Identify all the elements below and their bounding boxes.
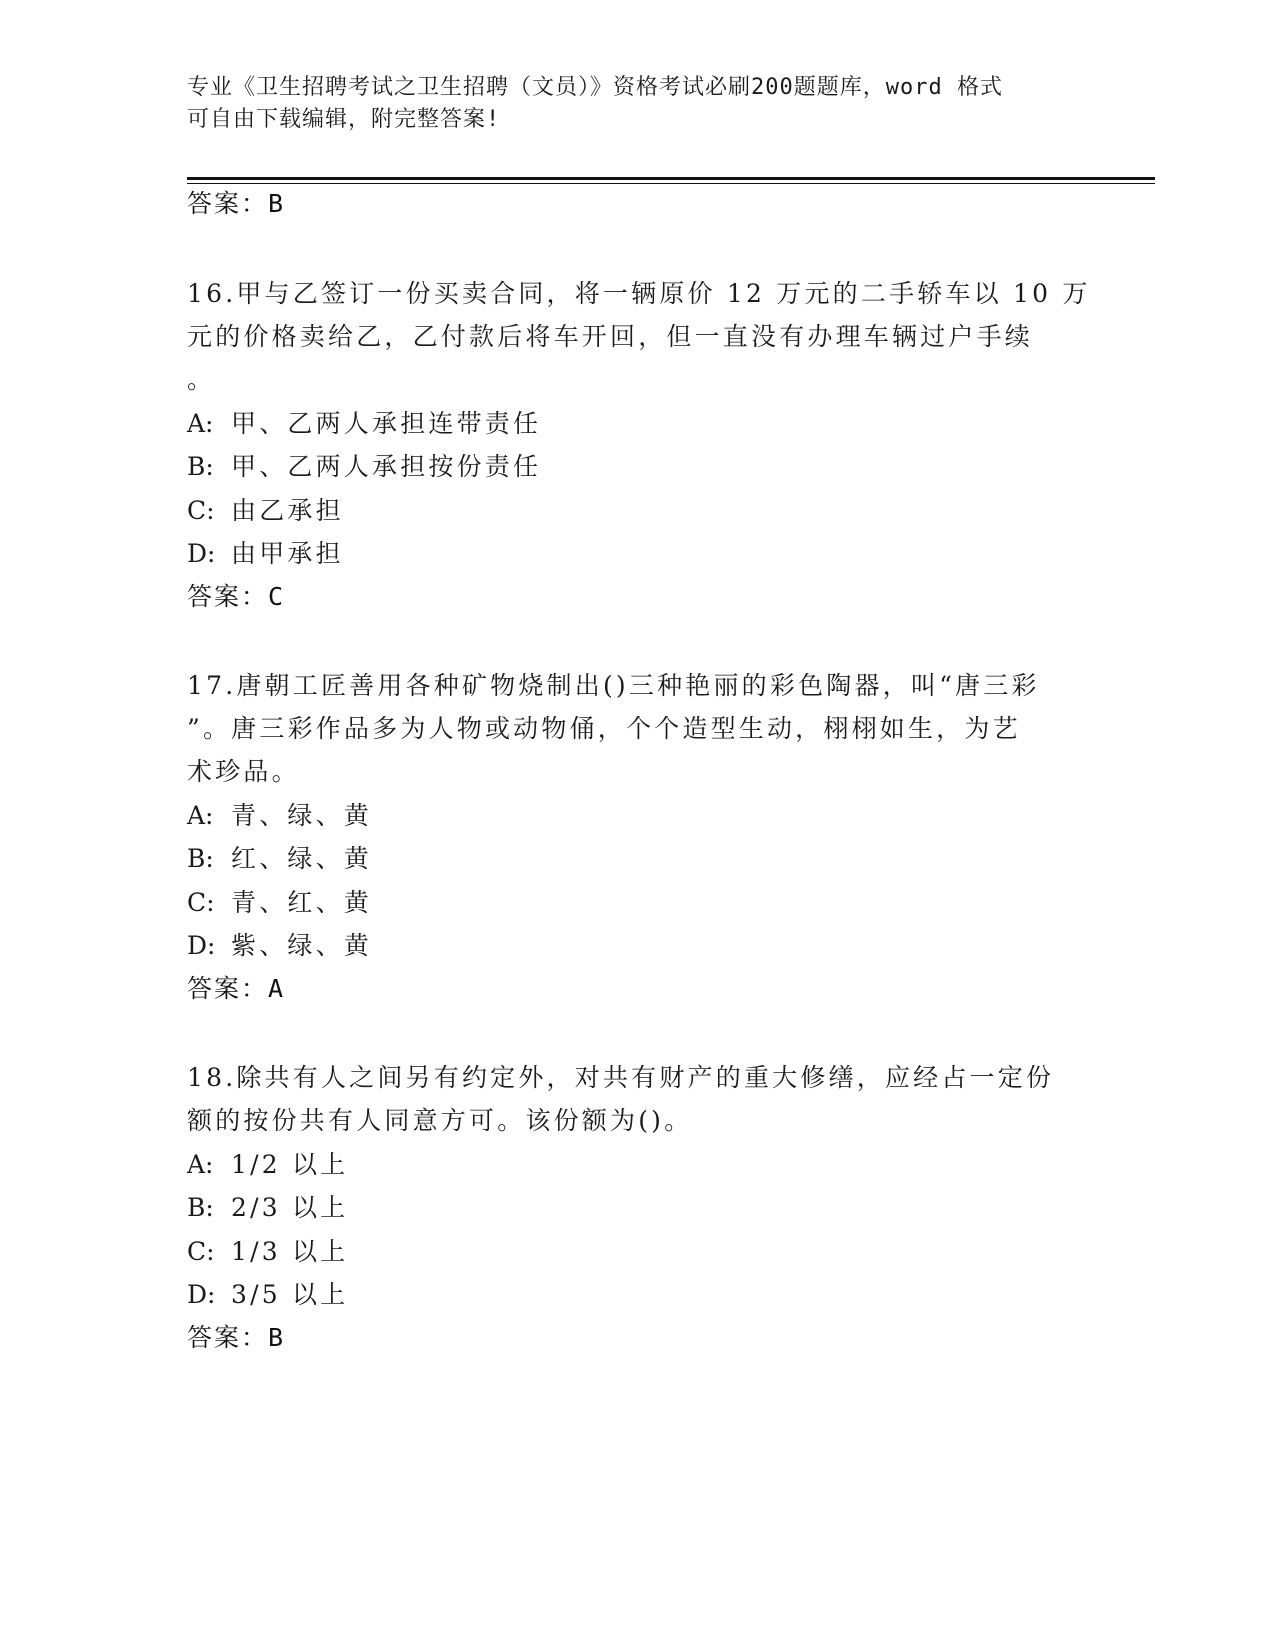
answer-label: 答案：	[187, 974, 269, 1003]
option-label: A:	[187, 801, 214, 830]
answer-label: 答案：	[187, 189, 269, 218]
question-text-line: 。	[187, 365, 216, 394]
option-text: 红、绿、黄	[231, 844, 373, 873]
answer-value: B	[268, 1323, 286, 1352]
header-rule-thick	[187, 177, 1155, 180]
answer-value: A	[268, 974, 286, 1003]
option-text: 1/2 以上	[231, 1150, 349, 1179]
option-label: B:	[187, 844, 214, 873]
answer-line	[187, 1318, 285, 1354]
question-text-line: 18.除共有人之间另有约定外，对共有财产的重大修缮，应经占一定份	[187, 1063, 1055, 1092]
question-text-line: 元的价格卖给乙，乙付款后将车开回，但一直没有办理车辆过户手续	[187, 322, 1034, 351]
option-c	[187, 1232, 348, 1268]
option-b	[187, 839, 372, 875]
option-a	[187, 404, 541, 440]
option-text: 由乙承担	[231, 496, 344, 525]
option-text: 青、绿、黄	[231, 801, 373, 830]
option-text: 由甲承担	[231, 539, 344, 568]
option-b	[187, 447, 541, 483]
question-text-line: 术珍品。	[187, 757, 300, 786]
option-text: 3/5 以上	[231, 1280, 349, 1309]
option-a	[187, 1145, 348, 1181]
option-label: A:	[187, 1150, 214, 1179]
page-header	[187, 72, 1087, 136]
answer-line	[187, 184, 285, 220]
answer-label: 答案：	[187, 1323, 269, 1352]
option-label: D:	[187, 931, 216, 960]
option-c	[187, 883, 372, 919]
option-b	[187, 1188, 348, 1224]
option-d	[187, 1275, 348, 1311]
option-text: 青、红、黄	[231, 888, 373, 917]
answer-value: B	[268, 189, 286, 218]
option-label: C:	[187, 1237, 215, 1266]
answer-line	[187, 577, 285, 613]
answer-value: C	[268, 582, 286, 611]
option-label: C:	[187, 496, 215, 525]
question-text-line: ”。唐三彩作品多为人物或动物俑，个个造型生动，栩栩如生，为艺	[187, 714, 1021, 743]
question-text-line: 16.甲与乙签订一份买卖合同，将一辆原价 12 万元的二手轿车以 10 万	[187, 279, 1091, 308]
option-text: 紫、绿、黄	[231, 931, 373, 960]
option-c	[187, 491, 344, 527]
option-d	[187, 534, 344, 570]
option-text: 甲、乙两人承担按份责任	[231, 452, 542, 481]
option-text: 2/3 以上	[231, 1193, 349, 1222]
option-label: B:	[187, 452, 214, 481]
option-label: C:	[187, 888, 215, 917]
option-text: 甲、乙两人承担连带责任	[231, 409, 542, 438]
option-text: 1/3 以上	[231, 1237, 349, 1266]
header-line-1: 专业《卫生招聘考试之卫生招聘（文员）》资格考试必刷200题题库，word 格式	[187, 75, 1003, 100]
option-label: A:	[187, 409, 214, 438]
option-a	[187, 796, 372, 832]
header-line-2: 可自由下载编辑，附完整答案!	[187, 107, 501, 132]
option-label: D:	[187, 539, 216, 568]
option-d	[187, 926, 372, 962]
answer-label: 答案：	[187, 582, 269, 611]
header-rule-thin	[187, 183, 1155, 184]
answer-line	[187, 969, 285, 1005]
option-label: B:	[187, 1193, 214, 1222]
question-text-line: 额的按份共有人同意方可。该份额为()。	[187, 1106, 693, 1135]
question-text-line: 17.唐朝工匠善用各种矿物烧制出()三种艳丽的彩色陶器，叫“唐三彩	[187, 671, 1040, 700]
option-label: D:	[187, 1280, 216, 1309]
